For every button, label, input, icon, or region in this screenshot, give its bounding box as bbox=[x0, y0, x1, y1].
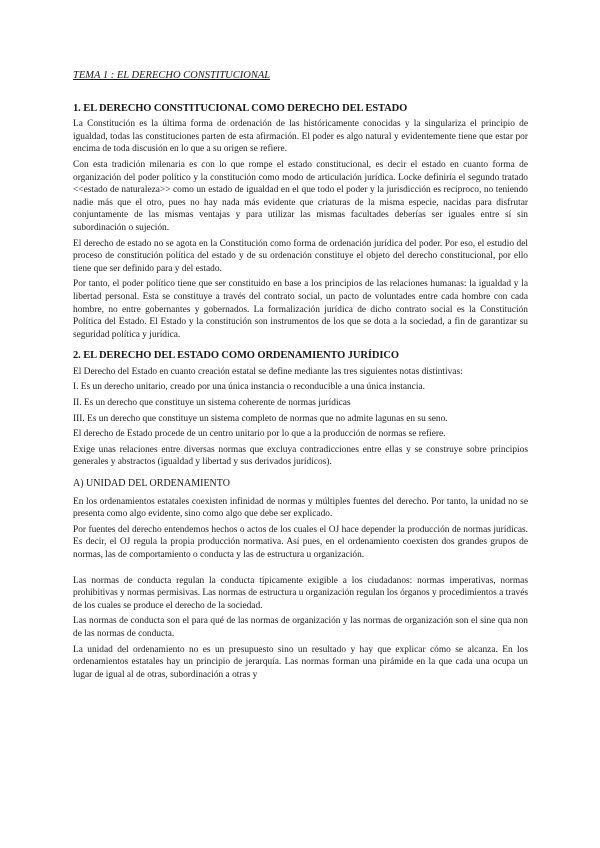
list-item: III. Es un derecho que constituye un sistema completo de normas que no admite lagunas en su seno. bbox=[73, 413, 448, 424]
paragraph: Por fuentes del derecho entendemos hechos o actos de los cuales el OJ hace depender la producción de normas jurídicas. Es decir, el OJ regula la propia producción normativa. Así pues, en el ordenamiento coexisten dos grandes grupos de normas, las de comportamiento o conducta y las de estructura u organización. bbox=[73, 524, 528, 560]
paragraph: Por tanto, el poder político tiene que ser constituido en base a los principios de las relaciones humanas: la igualdad y la libertad personal. Esta se constituye a través del contrato social, un pacto de voluntades entre cada hombre con cada hombre, no entre gobernantes y gobernados. La formalización jurídica de dicho contrato social es la Constitución Política del Estado. El Estado y la constitución son instrumentos de los que se dota a la sociedad, a fin de garantizar su seguridad política y jurídica. bbox=[73, 279, 528, 340]
paragraph: En los ordenamientos estatales coexisten infinidad de normas y múltiples fuentes del derecho. Por tanto, la unidad no se presenta como algo evidente, sino como algo que debe ser explicado. bbox=[73, 496, 528, 520]
paragraph: Las normas de conducta regulan la conducta típicamente exigible a los ciudadanos: normas imperativas, normas prohibitivas y normas permisivas. Las normas de estructura u organización regulan los órganos y procedimientos a través de los cuales se produce el derecho de la sociedad. bbox=[73, 575, 529, 611]
paragraph: Las normas de conducta son el para qué de las normas de organización y las normas de organización son el sine qua non de las normas de conducta. bbox=[73, 616, 528, 639]
list-item: I. Es un derecho unitario, creado por una única instancia o reconducible a una única instancia. bbox=[73, 382, 425, 393]
spacer bbox=[73, 565, 528, 575]
document-page bbox=[73, 70, 528, 684]
tema-title: TEMA 1 : EL DERECHO CONSTITUCIONAL bbox=[73, 70, 271, 81]
paragraph: El derecho de Estado procede de un centro unitario por lo que a la producción de normas se refiere. bbox=[73, 429, 446, 440]
paragraph: Exige unas relaciones entre diversas normas que excluya contradicciones entre ellas y se construye sobre principios generales y abstractos (igualdad y libertad y sus derivados jurídicos). bbox=[73, 444, 528, 468]
paragraph: La Constitución es la última forma de ordenación de las históricamente conocidas y la singulariza el principio de igualdad, todas las constituciones parten de esta afirmación. El poder es algo natural y evidentemente tiene que estar por encima de toda discusión en lo que a su origen se refiere. bbox=[73, 119, 528, 155]
paragraph: El derecho de estado no se agota en la Constitución como forma de ordenación jurídica del poder. Por eso, el estudio del proceso de constitución política del estado y de su ordenación constituye el objeto del derecho constitucional, por ello tiene que ser definido para y del estado. bbox=[73, 238, 528, 274]
section2-heading: 2. EL DERECHO DEL ESTADO COMO ORDENAMIENTO JURÍDICO bbox=[73, 350, 399, 362]
list-item: II. Es un derecho que constituye un sistema coherente de normas jurídicas bbox=[73, 398, 351, 409]
paragraph: El Derecho del Estado en cuanto creación estatal se define mediante las tres siguientes notas distintivas: bbox=[73, 366, 463, 377]
section1-heading: 1. EL DERECHO CONSTITUCIONAL COMO DERECHO DEL ESTADO bbox=[73, 102, 408, 114]
paragraph: La unidad del ordenamiento no es un presupuesto sino un resultado y hay que explicar cómo se alcanza. En los ordenamientos estatales hay un principio de jerarquía. Las normas forman una pirámide en la que cada una ocupa un lugar de igual al de otras, subordinación a otras y bbox=[73, 644, 528, 680]
paragraph: Con esta tradición milenaria es con lo que rompe el estado constitucional, es decir el estado en cuanto forma de organización del poder político y la constitución como modo de articulación jurídica. Locke definiría el segundo tratado <<estado de naturaleza>> como un estado de igualdad en el que todo el poder y la jurisdicción es recíproco, no teniendo nadie más que el otro, pues no hay nada más evidente que criaturas de la misma especie, nacidas para disfrutar conjuntamente de las mismas ventajas y para utilizar las mismas facultades deberías ser iguales entre sí sin subordinación o sujeción. bbox=[73, 159, 528, 233]
subsection-a-heading: A) UNIDAD DEL ORDENAMIENTO bbox=[73, 478, 230, 490]
